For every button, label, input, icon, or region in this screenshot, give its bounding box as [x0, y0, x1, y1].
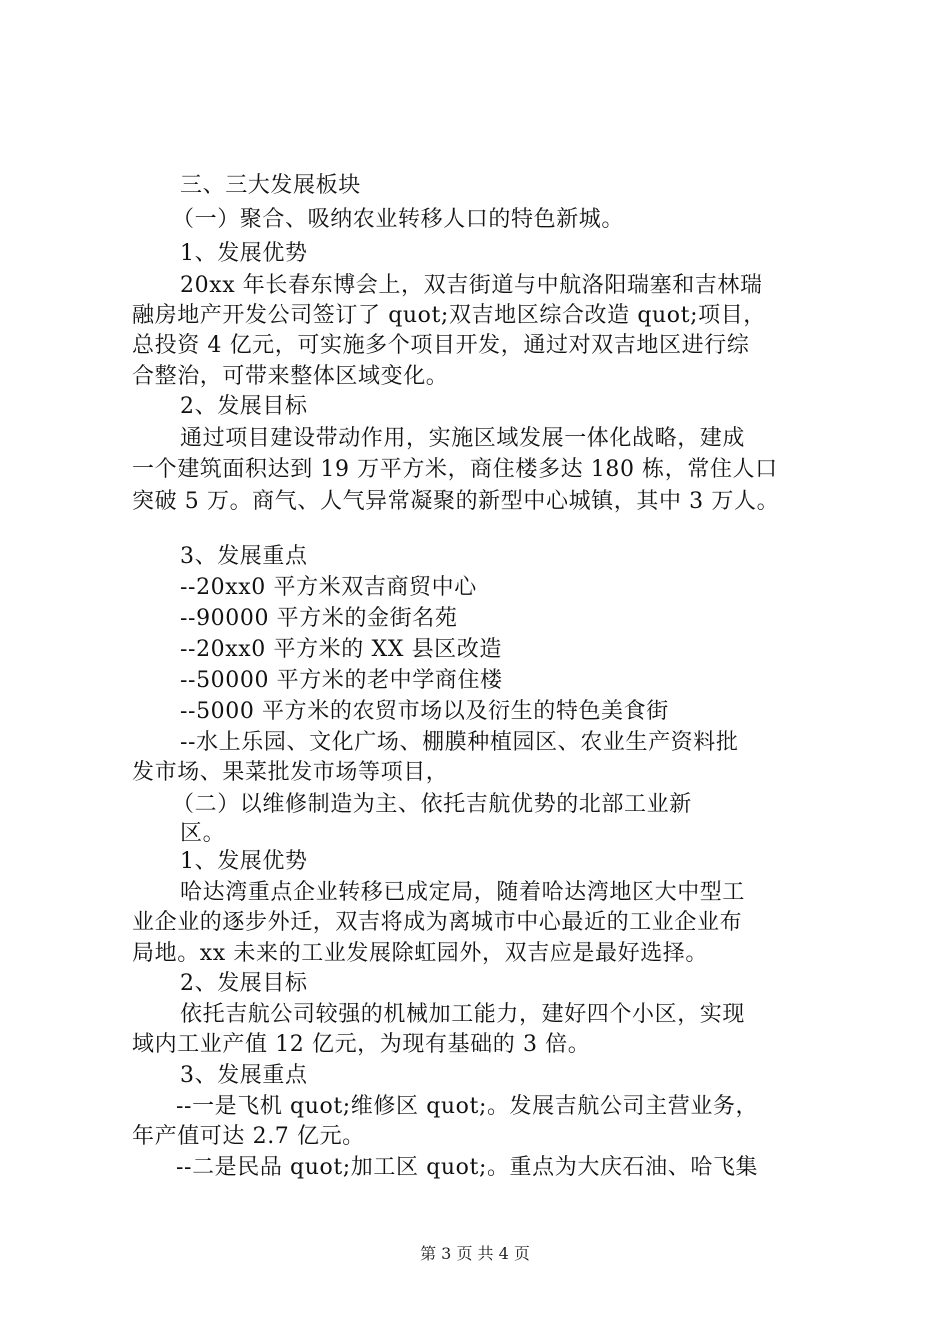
section-heading: 三、三大发展板块: [180, 173, 361, 198]
item-heading: 2、发展目标: [180, 971, 308, 996]
paragraph-line: 融房地产开发公司签订了 quot;双吉地区综合改造 quot;项目，: [132, 303, 766, 328]
list-item: --20xx0 平方米双吉商贸中心: [180, 575, 477, 600]
subsection-heading-continued: 区。: [180, 821, 226, 846]
item-heading: 1、发展优势: [180, 849, 308, 874]
paragraph-line: 突破 5 万。商气、人气异常凝聚的新型中心城镇，其中 3 万人。: [132, 489, 780, 514]
list-item: --50000 平方米的老中学商住楼: [180, 668, 503, 693]
list-item: --水上乐园、文化广场、棚膜种植园区、农业生产资料批: [180, 730, 739, 755]
item-heading: 2、发展目标: [180, 394, 308, 419]
paragraph-line: 依托吉航公司较强的机械加工能力，建好四个小区，实现: [180, 1002, 746, 1027]
paragraph-line: 年产值可达 2.7 亿元。: [132, 1124, 365, 1149]
item-heading: 1、发展优势: [180, 241, 308, 266]
subsection-heading: （二）以维修制造为主、依托吉航优势的北部工业新: [172, 792, 692, 817]
list-item: --一是飞机 quot;维修区 quot;。发展吉航公司主营业务，: [176, 1094, 759, 1119]
paragraph-line: 20xx 年长春东博会上，双吉街道与中航洛阳瑞塞和吉林瑞: [180, 273, 763, 298]
paragraph-line: 一个建筑面积达到 19 万平方米，商住楼多达 180 栋，常住人口: [132, 457, 778, 482]
paragraph-line: 哈达湾重点企业转移已成定局，随着哈达湾地区大中型工: [180, 880, 746, 905]
list-item: --90000 平方米的金街名苑: [180, 606, 458, 631]
page-footer: 第 3 页 共 4 页: [420, 1244, 530, 1263]
paragraph-line: 业企业的逐步外迁，双吉将成为离城市中心最近的工业企业布: [132, 910, 743, 935]
paragraph-line: 局地。xx 未来的工业发展除虹园外，双吉应是最好选择。: [132, 941, 709, 966]
item-heading: 3、发展重点: [180, 1063, 308, 1088]
list-item: --5000 平方米的农贸市场以及衍生的特色美食街: [180, 699, 669, 724]
list-item: --二是民品 quot;加工区 quot;。重点为大庆石油、哈飞集: [176, 1155, 759, 1180]
paragraph-line: 发市场、果菜批发市场等项目，: [132, 760, 449, 785]
paragraph-line: 域内工业产值 12 亿元，为现有基础的 3 倍。: [132, 1032, 591, 1057]
paragraph-line: 通过项目建设带动作用，实施区域发展一体化战略，建成: [180, 426, 746, 451]
list-item: --20xx0 平方米的 XX 县区改造: [180, 637, 502, 662]
paragraph-line: 合整治，可带来整体区域变化。: [132, 364, 449, 389]
paragraph-line: 总投资 4 亿元，可实施多个项目开发，通过对双吉地区进行综: [132, 333, 750, 358]
subsection-heading: （一）聚合、吸纳农业转移人口的特色新城。: [172, 207, 625, 232]
item-heading: 3、发展重点: [180, 544, 308, 569]
